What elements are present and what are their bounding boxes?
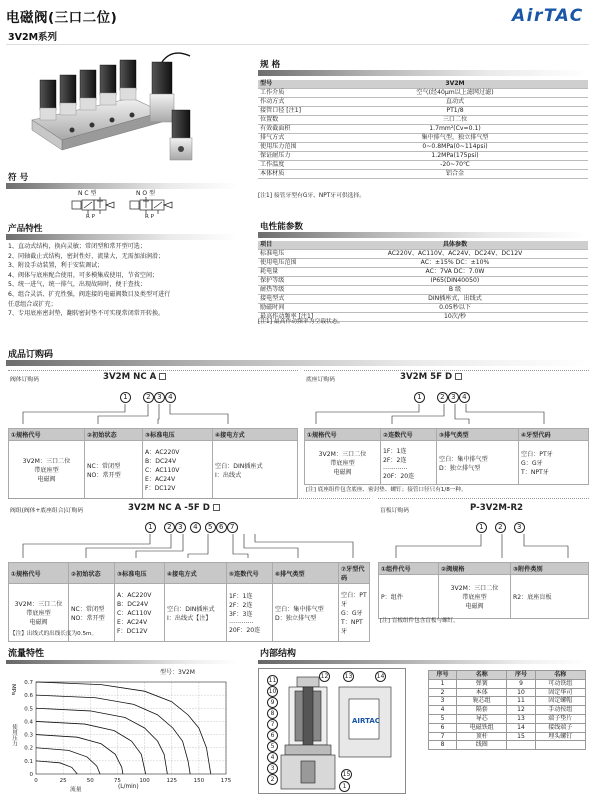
order-cell-line: 电磁阀 [465,603,484,610]
elec-row-label: 标准电压 [258,250,322,259]
feature-item: 1、直动式结构，换向灵敏；常闭型和常开型可选； [8,243,146,250]
base-order-table [304,428,589,485]
order-cell [165,584,227,642]
svg-text:AIRTAC: AIRTAC [352,717,380,725]
valve-order-label: 阀体订购码 [10,377,39,383]
elec-row-label: 耗电量 [258,268,322,277]
elec-row-label: 保护等级 [258,277,322,286]
order-cell-line: 空白：DIN插座式 [167,605,215,613]
base-head-3: ③排气类型 [437,429,519,441]
parts-row [429,697,586,706]
order-cell-line: D：独立排气型 [439,464,481,472]
no-ports: R P [145,214,154,220]
spec-row-label: 有效截面积 [258,125,322,134]
order-cell [273,584,339,642]
spec-row [258,134,588,143]
x-tick-label: 50 [86,778,94,784]
flow-bar [6,660,238,664]
part-no: 6 [429,723,457,732]
feature-item: 6、组合灵活、扩充性强，阀连接的电磁阀数目及类型可进行 [8,290,171,298]
order-cell-line: 2F：2连 [229,602,253,609]
part-name: 顶杆 [457,732,507,741]
order-cell [227,584,273,642]
part-name: 固定华司 [535,688,585,697]
order-cell [339,584,370,642]
valve-head-3: ③标准电压 [143,429,213,441]
spec-row-label: 使用压力范围 [258,143,322,152]
order-cell-line: G：G牙 [521,460,543,467]
callout-label: 12 [320,673,329,680]
feature-item: 2、同轴截止式结构，密封性好，流量大，无需加油润滑； [8,252,165,260]
elec-row [258,277,588,286]
elec-row-label: 耐热等级 [258,286,322,295]
order-cell-line: 带底座型 [330,460,355,467]
symbol-nc-label: N C 型 [78,190,97,197]
order-cell-line: E：AC24V [117,619,148,626]
order-cell [439,575,511,619]
feature-item: 7、专用底座密封垫，翻转密封垫不可实现常闭常开转换。 [8,310,165,318]
elec-row [258,295,588,304]
order-cell-line: 20F：20连 [383,472,415,480]
parts-head-no2: 序号 [507,671,535,680]
combo-head-2: ②初始状态 [69,563,115,584]
spec-row-value: 空气(经40μm以上滤网过滤) [322,89,588,98]
base-order-note: [注] 底座组件包含底座、密封垫、螺钉；接管口径只有1/8一种。 [306,487,467,493]
elec-row-value: AC220V、AC110V、AC24V、DC24V、DC12V [322,250,588,259]
spec-row-value: 直动式 [322,98,588,107]
elec-header-param: 具体参数 [322,241,588,250]
nc-valve-symbol [70,195,120,219]
order-cell-line: ………… [229,618,254,625]
callout-label: 9 [267,697,278,708]
part-name: 线圈 [457,741,507,750]
order-heading: 成品订购码 [8,350,54,360]
symbol-heading: 符 号 [8,173,29,183]
order-cell-line: B：DC24V [145,458,177,465]
electric-heading: 电性能参数 [260,222,303,232]
part-name: 弹簧 [457,679,507,688]
y-tick-label: 0.1 [24,758,33,765]
order-cell-line: I：出线式【注】 [167,614,212,622]
y-tick-label: 0.7 [24,680,33,686]
spec-row [258,116,588,125]
spec-row [258,125,588,134]
part-no: 13 [507,714,535,723]
order-cell-line: NC：常闭型 [87,462,121,470]
internal-diagram [258,668,406,794]
valve-order-table [8,428,298,499]
order-cell-line: 20F：20连 [229,627,261,634]
y-tick-label: 0.5 [24,706,33,713]
page-title: 电磁阀(三口二位) [6,10,118,26]
order-cell-line: 3V2M：三口二位 [450,585,499,592]
spec-row-value: 0~0.8MPa(0~114psi) [322,143,588,152]
elec-row-value: AC：±15% DC：±10% [322,259,588,268]
electric-table [258,241,588,322]
spec-row-value: -20~70℃ [322,161,588,170]
base-order-panel [304,370,589,498]
callout-label: 7 [267,719,278,730]
part-name: 本体 [457,688,507,697]
x-tick-label: 25 [59,778,67,784]
code-box [455,373,462,380]
spec-row-label: 位置数 [258,116,322,125]
order-cell-line: R2：底座盲板 [513,594,552,601]
flow-model-label: 型号：3V2M [160,669,195,676]
parts-table [428,670,586,750]
valve-head-4: ④接电方式 [213,429,298,441]
order-cell-line: ………… [383,463,408,471]
order-cell-line: 空白：集中排气型 [439,455,488,463]
part-name: 导芯 [457,714,507,723]
combo-head-6: ⑥排气类型 [273,563,339,584]
base-head-2: ②连数代号 [381,429,437,441]
spec-row-label: 接管口径 [注1] [258,107,322,116]
order-cell [213,441,298,499]
callout-label: 4 [267,752,278,763]
order-cell-line: C：AC110V [145,467,180,474]
order-cell [379,575,439,619]
parts-head-name1: 名称 [457,671,507,680]
callout-label: 14 [376,673,385,680]
x-tick-label: 150 [193,778,205,784]
part-name: 端子垫片 [535,714,585,723]
elec-row [258,304,588,313]
spec-row-value: 三口二位 [322,116,588,125]
part-no: 2 [429,688,457,697]
order-cell-line: 电磁阀 [37,476,56,483]
feature-item: 任意组合或扩充； [8,300,57,308]
product-photo [22,50,232,165]
combo-order-code [128,503,220,513]
order-cell [143,441,213,499]
combo-circles: 1 2 3 4 5 6 7 [145,522,238,533]
parts-row [429,679,586,688]
elec-row-value: B 级 [322,286,588,295]
part-no: 7 [429,732,457,741]
part-name: 埋头螺钉 [535,732,585,741]
valve-circles: 1 2 3 4 [120,392,176,403]
order-cell-line: T：NPT牙 [341,619,363,635]
x-tick-label: 175 [220,778,232,784]
part-name: 手动按组 [535,706,585,715]
flow-y-label: 使用压力 [11,724,17,746]
parts-row [429,741,586,750]
elec-row-label: 使用电压范围 [258,259,322,268]
spec-row [258,161,588,170]
series-line [36,682,211,774]
callout-label: 1 [339,781,350,792]
valve-head-1: ①规格代号 [9,429,85,441]
order-cell-line: 3V2M：三口二位 [22,458,71,465]
features-bar [6,234,238,240]
combo-head-4: ④接电方式 [165,563,227,584]
combo-head-1: ①规格代号 [9,563,69,584]
elec-row-value: IP65(DIN40050) [322,277,588,286]
plot-frame [36,682,226,774]
parts-head-name2: 名称 [535,671,585,680]
base-order-code [400,372,462,382]
part-no: 15 [507,732,535,741]
part-name: 可动铁组 [535,679,585,688]
order-cell-line: A：AC220V [117,592,152,599]
part-name: 轭芯组 [457,697,507,706]
spec-row [258,107,588,116]
elec-row [258,268,588,277]
flow-y-unit: MPa [10,684,16,696]
part-no: 12 [507,706,535,715]
spec-row-label: 本体材质 [258,170,322,179]
spec-note: [注1] 接管牙型有G牙、NPT牙可供选择。 [258,193,366,199]
callout-label: 2 [267,774,278,785]
elec-row-label: 励磁时间 [258,304,322,313]
parts-row [429,732,586,741]
parts-row [429,688,586,697]
blank-order-label: 盲板订购码 [380,508,409,514]
order-cell-line: 带底座型 [26,610,51,617]
order-cell [437,441,519,485]
order-cell-line: D：独立排气型 [275,614,317,622]
order-cell-line: 1F：1连 [383,447,407,455]
series-line [36,708,167,774]
combo-order-note: 【注】出线式的出线长度为0.5m。 [10,631,98,637]
order-cell-line: NO：常开型 [87,471,121,479]
elec-row-value: 10次/秒 [322,313,588,322]
order-cell-line: A：AC220V [145,449,180,456]
feature-item: 4、阀体与底座配合使用，可多模集成使用，节省空间； [8,271,159,279]
spec-row [258,152,588,161]
spec-row-value: 铝合金 [322,170,588,179]
order-cell-line: 2F：2连 [383,456,407,464]
spec-heading: 规 格 [260,60,281,70]
order-cell-line: 空白：PT牙 [341,592,367,608]
order-cell-line: 3F：3连 [229,611,253,618]
spec-row-label: 作动方式 [258,98,322,107]
order-cell-line: G：G牙 [341,610,363,617]
order-cell [519,441,589,485]
order-cell-line: F：DC12V [145,485,176,492]
order-cell-line: T：NPT牙 [521,469,549,476]
spec-row-value: 1.7mm²(Cv=0.1) [322,125,588,134]
spec-row [258,170,588,179]
order-cell-line: E：AC24V [145,476,176,483]
blank-head-2: ②阀规格 [439,563,511,575]
combo-head-7: ⑦牙型代码 [339,563,370,584]
part-no: 14 [507,723,535,732]
order-cell-line: I：出线式 [215,471,242,479]
callout-label: 10 [268,688,277,695]
elec-row [258,250,588,259]
base-circles: 1 2 3 4 [414,392,470,403]
part-no: 8 [429,741,457,750]
x-tick-label: 125 [166,778,177,784]
part-no: 4 [429,706,457,715]
spec-header-label: 型号 [258,80,322,89]
spec-row [258,143,588,152]
symbol-bar [6,183,238,189]
order-cell [305,441,381,485]
base-head-1: ①规格代号 [305,429,381,441]
features-list [8,242,243,319]
order-cell-line: 1F：1连 [229,593,253,600]
order-cell [381,441,437,485]
spec-row [258,89,588,98]
flow-x-unit: (L/min) [118,784,139,790]
elec-row-value: DIN插座式，出线式 [322,295,588,304]
series-line [36,695,190,774]
base-head-4: ④牙型代码 [519,429,589,441]
base-order-label: 底座订购码 [306,377,335,383]
elec-row-value: 0.05秒以下 [322,304,588,313]
elec-row [258,259,588,268]
x-tick-label: 0 [34,778,38,784]
parts-row [429,714,586,723]
internal-heading: 内部结构 [260,649,297,659]
parts-row [429,723,586,732]
elec-row [258,286,588,295]
y-tick-label: 0 [29,772,33,778]
order-cell [511,575,589,619]
symbol-no-label: N O 型 [136,190,156,197]
elec-row-value: AC：7VA DC：7.0W [322,268,588,277]
nc-ports: R P [86,214,95,220]
blank-order-table [378,562,589,619]
order-cell [9,441,85,499]
blank-order-note: [注] 盲板组件包含盲板与螺钉。 [380,618,459,624]
brand-logo: AirTAC [512,6,584,26]
base-code-text: 3V2M 5F D [400,372,453,382]
order-cell-line: 带底座型 [462,594,487,601]
header-divider [6,44,589,45]
part-no: 10 [507,688,535,697]
order-cell-line: NO：常开型 [71,614,105,622]
valve-head-2: ②初始状态 [85,429,143,441]
order-bar [6,360,589,366]
part-no: 1 [429,679,457,688]
callout-label: 8 [267,708,278,719]
electric-note: [注1] 最高作动频率为空载状态。 [258,319,344,325]
combo-code-text: 3V2M NC A -5F D [128,503,210,513]
elec-row-label: 接电型式 [258,295,322,304]
order-cell-line: 3V2M：三口二位 [318,451,367,458]
spec-row-label: 保证耐压力 [258,152,322,161]
blank-head-3: ③附件类别 [511,563,589,575]
feature-item: 3、附设手动装置，利于安装调试； [8,262,104,270]
spec-bar [258,70,588,76]
order-cell-line: B：DC24V [117,601,149,608]
order-cell-line: F：DC12V [117,628,148,635]
spec-table [258,80,588,179]
valve-order-code [103,372,166,382]
order-cell-line: 电磁阀 [333,469,352,476]
part-no: 9 [507,679,535,688]
part-name: 接线端子 [535,723,585,732]
series-line [36,761,77,774]
blank-order-panel [378,498,589,638]
series-title: 3V2M系列 [8,32,58,43]
spec-header-model: 3V2M [322,80,588,89]
spec-row-label: 工作温度 [258,161,322,170]
flow-heading: 流量特性 [8,649,45,659]
blank-head-1: ①组件代号 [379,563,439,575]
y-tick-label: 0.2 [24,745,33,752]
combo-head-3: ③标准电压 [115,563,165,584]
order-cell-line: 带底座型 [34,467,59,474]
order-cell-line: 空白：集中排气型 [275,605,324,613]
y-tick-label: 0.3 [24,732,33,739]
part-no [507,741,535,750]
parts-row [429,706,586,715]
part-name [535,741,585,750]
part-name: 固定螺帽 [535,697,585,706]
callout-label: 11 [268,677,277,684]
spec-row-value: PT1/8 [322,107,588,116]
parts-head-no1: 序号 [429,671,457,680]
order-cell [115,584,165,642]
combo-order-label: 阀组(阀体+底座组合)订购码 [10,508,84,514]
callout-label: 15 [342,771,351,778]
part-name: 隔套 [457,706,507,715]
order-cell-line: NC：常闭型 [71,605,105,613]
order-cell-line: 空白：DIN插座式 [215,462,263,470]
flow-chart [10,676,245,794]
internal-bar [258,660,588,664]
electric-bar [258,232,588,238]
callout-label: 6 [267,730,278,741]
part-no: 11 [507,697,535,706]
elec-row-label: 最高作动频率 [注1] [258,313,322,322]
x-tick-label: 75 [113,778,121,784]
code-box [213,504,220,511]
order-cell-line: P：组件 [381,594,403,601]
spec-row-label: 工作介质 [258,89,322,98]
order-cell-line: 3V2M：三口二位 [14,601,63,608]
part-no: 3 [429,697,457,706]
order-cell-line: C：AC110V [117,610,152,617]
valve-code-text: 3V2M NC A [103,372,157,382]
feature-item: 5、统一进气，统一排气，出现故障时，便于查找； [8,281,146,289]
valve-order-panel [8,370,298,498]
spec-row-value: 集中排气型，独立排气型 [322,134,588,143]
callout-label: 5 [267,741,278,752]
features-heading: 产品特性 [8,224,43,234]
order-cell [85,441,143,499]
callout-label: 3 [267,763,278,774]
part-name: 电磁铁组 [457,723,507,732]
spec-row-label: 排气方式 [258,134,322,143]
x-tick-label: 100 [139,778,150,784]
blank-circles: 1 2 3 [476,522,525,533]
y-tick-label: 0.6 [24,693,33,700]
spec-row-value: 1.2MPa(175psi) [322,152,588,161]
callout-label: 13 [344,673,353,680]
spec-row [258,98,588,107]
part-no: 5 [429,714,457,723]
code-box [159,373,166,380]
blank-order-code: P-3V2M-R2 [470,503,524,513]
order-cell-line: 电磁阀 [29,619,48,626]
combo-head-5: ⑤连数代号 [227,563,273,584]
combo-order-panel [8,498,370,638]
y-tick-label: 0.4 [24,719,33,726]
flow-x-label: 流量 [70,787,82,793]
elec-header-item: 项目 [258,241,322,250]
order-cell-line: 空白：PT牙 [521,451,553,458]
